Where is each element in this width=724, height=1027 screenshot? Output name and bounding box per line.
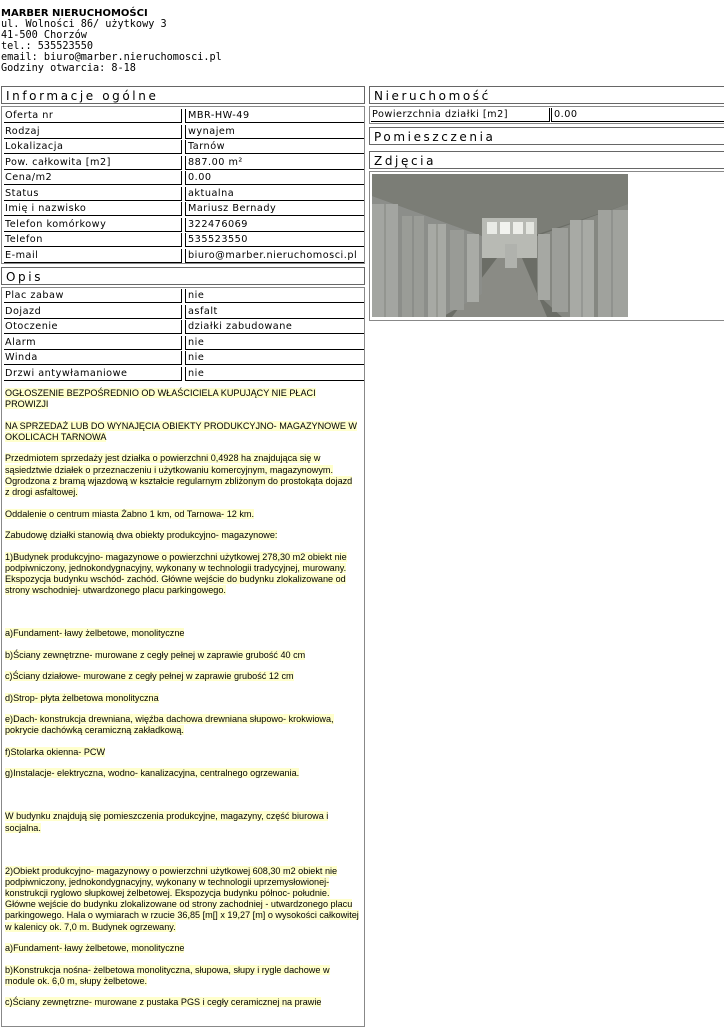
feature-row-label: Drzwi antywłamaniowe xyxy=(4,367,182,381)
description-paragraph-text: NA SPRZEDAŻ LUB DO WYNAJĘCIA OBIEKTY PRODUKCYJNO- MAGAZYNOWE W OKOLICACH TARNOWA xyxy=(5,420,358,442)
description-paragraph-text: OGŁOSZENIE BEZPOŚREDNIO OD WŁAŚCICIELA KUPUJĄCY NIE PŁACI PROWIZJI xyxy=(5,388,316,410)
property-row-value: 0.00 xyxy=(551,108,724,122)
description-paragraph xyxy=(5,628,359,639)
general-row-value: 322476069 xyxy=(185,218,364,232)
description-title: Opis xyxy=(6,270,44,284)
description-paragraph-text: Oddalenie o centrum miasta Żabno 1 km, od Tarnowa- 12 km. xyxy=(5,508,255,519)
description-paragraph-text: Przedmiotem sprzedaży jest działka o powierzchni 0,4928 ha znajdująca się w sąsiedztwie działek o przeznaczeniu i użytkowaniu komercyjnym, magazynowym. Ogrodzona z bramą wjazdową w kształcie regularnym zbliżonym do prostokąta dojazd z drogi asfaltowej. xyxy=(5,453,353,498)
description-paragraph-text: W budynku znajdują się pomieszczenia produkcyjne, magazyny, część biurowa i socjalna. xyxy=(5,811,329,833)
general-row-value: Tarnów xyxy=(185,140,364,154)
description-paragraph xyxy=(5,671,359,682)
agency-hours: Godziny otwarcia: 8-18 xyxy=(1,63,136,74)
general-row-label: Telefon xyxy=(4,233,182,247)
photos-header xyxy=(369,151,724,169)
agency-header xyxy=(1,8,222,74)
general-row-value: Mariusz Bernady xyxy=(185,202,364,216)
feature-row-label: Dojazd xyxy=(4,305,182,319)
description-paragraph xyxy=(5,965,359,987)
property-title: Nieruchomość xyxy=(374,89,491,103)
general-row-label: Telefon komórkowy xyxy=(4,218,182,232)
general-row-label: Pow. całkowita [m2] xyxy=(4,156,182,170)
description-paragraph-text: b)Konstrukcja nośna- żelbetowa monolityczna, słupowa, słupy i rygle dachowe w module ok. 6,0 m, słupy żelbetowe. xyxy=(5,964,330,986)
description-paragraph-text: a)Fundament- ławy żelbetowe, monolityczne xyxy=(5,628,185,639)
property-row-label: Powierzchnia działki [m2] xyxy=(371,108,550,122)
property-table xyxy=(369,106,724,124)
feature-row-label: Otoczenie xyxy=(4,320,182,334)
general-row-label: Cena/m2 xyxy=(4,171,182,185)
general-row-value: 887.00 m² xyxy=(185,156,364,170)
feature-row-value: asfalt xyxy=(185,305,364,319)
description-paragraph xyxy=(5,790,359,801)
feature-row-value: działki zabudowane xyxy=(185,320,364,334)
general-row-label: Imię i nazwisko xyxy=(4,202,182,216)
property-header xyxy=(369,86,724,104)
description-paragraph-text: b)Ściany zewnętrzne- murowane z cegły pełnej w zaprawie grubość 40 cm xyxy=(5,649,306,660)
description-paragraph-text: c)Ściany zewnętrzne- murowane z pustaka PGS i cegły ceramicznej na prawie xyxy=(5,997,322,1008)
description-paragraph xyxy=(5,866,359,933)
agency-email: email: biuro@marber.nieruchomosci.pl xyxy=(1,52,222,63)
general-row-value: wynajem xyxy=(185,125,364,139)
feature-row-label: Winda xyxy=(4,351,182,365)
description-paragraph xyxy=(5,714,359,736)
description-paragraph xyxy=(5,650,359,661)
agency-phone: tel.: 535523550 xyxy=(1,41,94,52)
description-paragraph xyxy=(5,844,359,855)
rooms-title: Pomieszczenia xyxy=(374,130,496,144)
feature-row-value: nie xyxy=(185,351,364,365)
general-row-label: Lokalizacja xyxy=(4,140,182,154)
description-paragraph-text: 2)Obiekt produkcyjno- magazynowy o powierzchni użytkowej 608,30 m2 obiekt nie podpiwniczony, jednokondygnacyjny, wykonany w technologii uprzemysłowionej- konstrukcji ryglowo słupkowej żelbetowej. Ekspozycja budynku północ- południe. Główne wejście do budynku zlokalizowane od strony zachodniej - utwardzonego placu parkingowego. Hala o wymiarach w rzucie 36,85 [m[] x 19,27 [m] o wysokości całkowitej w kalenicy ok. 7,0 m. Budynek ogrzewany. xyxy=(5,865,359,932)
general-row-value: MBR-HW-49 xyxy=(185,109,364,123)
description-paragraph xyxy=(5,388,359,410)
description-paragraph-text: e)Dach- konstrukcja drewniana, więźba dachowa drewniana słupowo- krokwiowa, pokrycie dachówką ceramiczną zakładkową. xyxy=(5,714,334,736)
description-paragraph xyxy=(5,607,359,618)
general-row-value: 0.00 xyxy=(185,171,364,185)
general-row-value: biuro@marber.nieruchomosci.pl xyxy=(185,249,364,263)
general-row-value: 535523550 xyxy=(185,233,364,247)
rooms-header xyxy=(369,127,724,145)
description-paragraph-text: g)Instalacje- elektryczna, wodno- kanalizacyjna, centralnego ogrzewania. xyxy=(5,768,300,779)
feature-row-value: nie xyxy=(185,336,364,350)
general-info-title: Informacje ogólne xyxy=(6,89,159,103)
description-paragraph-text: 1)Budynek produkcyjno- magazynowe o powierzchni użytkowej 278,30 m2 obiekt nie podpiwniczony, jednokondygnacyjny, wykonany w technologii tradycyjnej, murowany. Ekspozycja budynku wschód- zachód. Główne wejście do budynku zlokalizowane od strony wschodniej- utwardzonego placu parkingowego. xyxy=(5,551,347,596)
feature-row-value: nie xyxy=(185,367,364,381)
agency-name: MARBER NIERUCHOMOŚCI xyxy=(1,8,148,19)
general-row-value: aktualna xyxy=(185,187,364,201)
description-paragraph xyxy=(5,530,359,541)
description-paragraph xyxy=(5,768,359,779)
description-paragraph-text: a)Fundament- ławy żelbetowe, monolityczne xyxy=(5,943,185,954)
general-row-label: E-mail xyxy=(4,249,182,263)
description-paragraph xyxy=(5,693,359,704)
general-info-header xyxy=(1,86,365,104)
description-paragraph-text: d)Strop- płyta żelbetowa monolityczna xyxy=(5,692,159,703)
description-paragraph xyxy=(5,421,359,443)
feature-row-label: Plac zabaw xyxy=(4,289,182,303)
description-paragraph xyxy=(5,811,359,833)
description-paragraph-text: Zabudowę działki stanowią dwa obiekty produkcyjno- magazynowe: xyxy=(5,530,278,541)
feature-row-value: nie xyxy=(185,289,364,303)
description-paragraph-text: f)Stolarka okienna- PCW xyxy=(5,746,106,757)
description-paragraph xyxy=(5,747,359,758)
warehouse-photo[interactable] xyxy=(372,174,628,317)
agency-address-street: ul. Wolności 86/ użytkowy 3 xyxy=(1,19,167,30)
general-row-label: Status xyxy=(4,187,182,201)
general-row-label: Oferta nr xyxy=(4,109,182,123)
feature-row-label: Alarm xyxy=(4,336,182,350)
photos-title: Zdjęcia xyxy=(374,154,437,168)
general-info-table xyxy=(1,106,365,264)
agency-address-city: 41-500 Chorzów xyxy=(1,30,87,41)
description-paragraph xyxy=(5,453,359,498)
general-row-label: Rodzaj xyxy=(4,125,182,139)
description-paragraph xyxy=(5,509,359,520)
description-paragraph xyxy=(5,997,359,1008)
description-paragraph xyxy=(5,943,359,954)
description-paragraph xyxy=(5,552,359,597)
description-text xyxy=(5,388,359,1019)
description-header xyxy=(1,267,365,285)
description-paragraph-text: c)Ściany działowe- murowane z cegły pełnej w zaprawie grubość 12 cm xyxy=(5,671,294,682)
